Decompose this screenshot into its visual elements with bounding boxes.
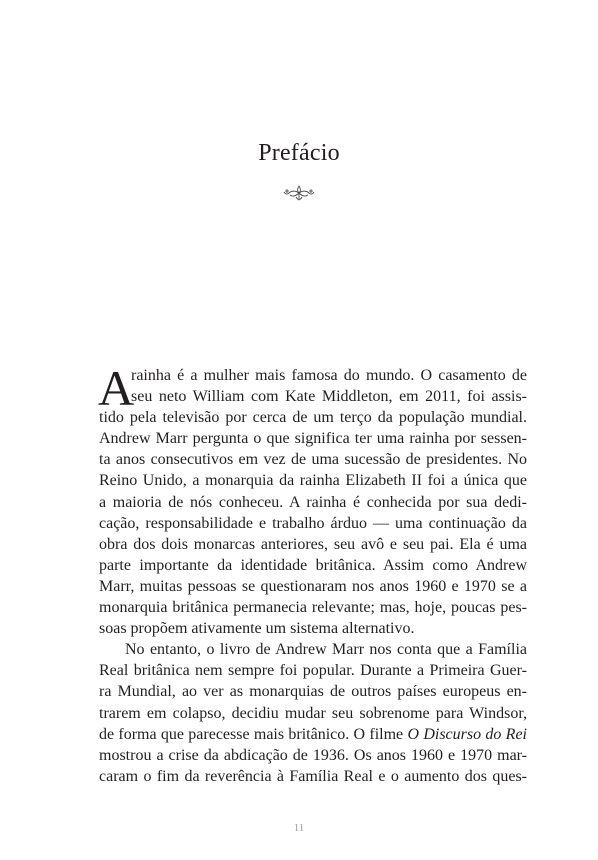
text-line: ra Mundial, ao ver as monarquias de outros países europeus en- <box>99 683 527 701</box>
text-line: caram o fim da reverência à Família Real e o aumento dos ques- <box>99 767 527 785</box>
text-line: mostrou a crise da abdicação de 1936. Os anos 1960 e 1970 mar- <box>99 746 527 764</box>
text-line: soas propõem ativamente um sistema alternativo. <box>99 620 415 638</box>
text-line: ta anos consecutivos em vez de uma sucessão de presidentes. No <box>99 451 527 469</box>
text-line: obra dos dois monarcas anteriores, seu avô e seu pai. Ela é uma <box>99 535 527 553</box>
paragraph-1 <box>98 360 527 639</box>
text-line: monarquia britânica permanecia relevante; mas, hoje, poucas pes- <box>99 599 527 617</box>
text-line-with-film <box>99 724 527 745</box>
text-line: rainha é a mulher mais famosa do mundo. O casamento de <box>131 367 527 384</box>
text-line: Reino Unido, a monarquia da rainha Elizabeth II foi a única que <box>99 472 527 490</box>
fleuron-ornament-icon <box>283 184 315 202</box>
film-title: O Discurso do Rei <box>407 725 528 743</box>
text-line: trarem em colapso, decidiu mudar seu sobrenome para Windsor, <box>99 704 527 722</box>
text-line: No entanto, o livro de Andrew Marr nos conta que a Família <box>125 641 527 659</box>
page-number: 11 <box>293 822 305 834</box>
chapter-title: Prefácio <box>258 140 340 166</box>
text-line: Real britânica nem sempre foi popular. Durante a Primeira Guer- <box>99 662 527 680</box>
text-line: tido pela televisão por cerca de um terço da população mundial. <box>99 409 527 427</box>
text-line: parte importante da identidade britânica. Assim como Andrew <box>99 556 527 574</box>
text-line: cação, responsabilidade e trabalho árduo — uma continuação da <box>99 514 527 532</box>
text-segment: de forma que parecesse mais britânico. O filme <box>99 725 404 743</box>
text-line: a maioria de nós conheceu. A rainha é conhecida por sua dedi- <box>99 493 527 511</box>
drop-cap: A <box>98 360 135 416</box>
text-line: seu neto William com Kate Middleton, em 2011, foi assis- <box>131 388 527 406</box>
body-text <box>98 360 528 787</box>
text-line: Marr, muitas pessoas se questionaram nos anos 1960 e 1970 se a <box>99 577 527 595</box>
paragraph-2 <box>99 639 527 787</box>
text-line: Andrew Marr pergunta o que significa ter uma rainha por sessen- <box>99 430 527 448</box>
